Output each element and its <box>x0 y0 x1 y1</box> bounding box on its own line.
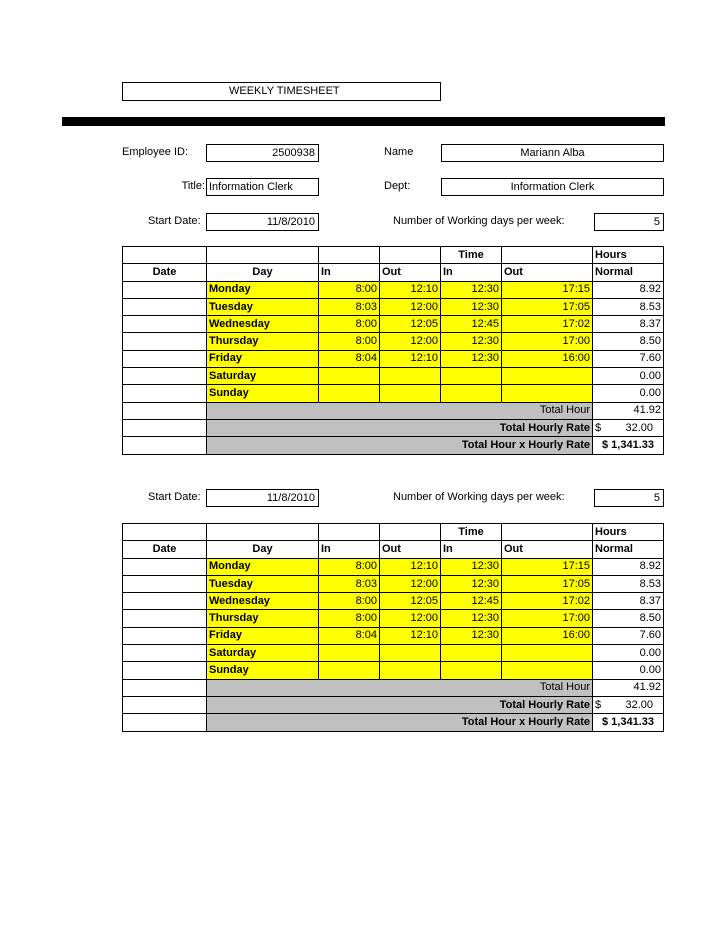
hours-cell: 8.50 <box>593 333 664 350</box>
total-hourly-rate-label: Total Hourly Rate <box>207 696 593 713</box>
date-cell[interactable] <box>123 333 207 350</box>
time-out-cell[interactable]: 17:15 <box>502 558 593 575</box>
time-in-cell[interactable]: 8:00 <box>319 610 380 627</box>
day-header: Day <box>207 541 319 558</box>
time-out-cell[interactable]: 17:05 <box>502 575 593 592</box>
employee-id-label: Employee ID: <box>122 146 189 158</box>
table-row <box>123 385 664 402</box>
time-in-cell[interactable]: 12:30 <box>441 610 502 627</box>
out-header: Out <box>380 264 441 281</box>
time-out-cell[interactable]: 12:10 <box>380 350 441 367</box>
day-cell: Friday <box>207 350 319 367</box>
header-cell <box>502 524 593 541</box>
time-in-cell[interactable]: 12:45 <box>441 316 502 333</box>
day-cell: Wednesday <box>207 316 319 333</box>
in-header: In <box>441 541 502 558</box>
hours-cell: 0.00 <box>593 368 664 385</box>
time-in-cell[interactable]: 8:00 <box>319 333 380 350</box>
time-in-cell[interactable]: 12:30 <box>441 627 502 644</box>
header-cell <box>207 247 319 264</box>
time-out-cell[interactable]: 17:00 <box>502 333 593 350</box>
total-hour-label: Total Hour <box>207 679 593 696</box>
total-amount-value: $ 1,341.33 <box>593 437 664 454</box>
in-header: In <box>441 264 502 281</box>
date-cell[interactable] <box>123 316 207 333</box>
time-out-cell[interactable]: 17:00 <box>502 610 593 627</box>
total-hour-value: 41.92 <box>593 402 664 419</box>
date-cell[interactable] <box>123 298 207 315</box>
day-cell: Sunday <box>207 385 319 402</box>
day-cell: Thursday <box>207 610 319 627</box>
date-cell[interactable] <box>123 281 207 298</box>
total-hour-value: 41.92 <box>593 679 664 696</box>
normal-header: Normal <box>593 264 664 281</box>
day-cell: Tuesday <box>207 575 319 592</box>
time-in-cell[interactable]: 12:30 <box>441 558 502 575</box>
in-header: In <box>319 264 380 281</box>
time-out-cell[interactable]: 12:05 <box>380 316 441 333</box>
time-in-cell[interactable]: 8:04 <box>319 350 380 367</box>
time-out-cell[interactable]: 12:00 <box>380 610 441 627</box>
hours-cell: 0.00 <box>593 662 664 679</box>
date-cell <box>123 696 207 713</box>
hours-cell: 7.60 <box>593 627 664 644</box>
header-cell <box>123 247 207 264</box>
table-row <box>123 333 664 350</box>
time-out-cell[interactable] <box>380 645 441 662</box>
time-in-cell[interactable] <box>441 368 502 385</box>
time-in-cell[interactable]: 8:04 <box>319 627 380 644</box>
dept-label: Dept: <box>384 180 411 192</box>
time-out-cell[interactable]: 17:15 <box>502 281 593 298</box>
summary-row <box>123 714 664 731</box>
time-in-cell[interactable] <box>319 368 380 385</box>
hours-cell: 8.92 <box>593 281 664 298</box>
table-row <box>123 558 664 575</box>
date-cell[interactable] <box>123 593 207 610</box>
day-cell: Wednesday <box>207 593 319 610</box>
time-out-cell[interactable]: 17:02 <box>502 316 593 333</box>
table-row <box>123 316 664 333</box>
hourly-rate-value: 32.00 <box>625 698 653 711</box>
date-cell[interactable] <box>123 662 207 679</box>
working-days-label: Number of Working days per week: <box>393 215 565 227</box>
out-header: Out <box>380 541 441 558</box>
date-header: Date <box>123 264 207 281</box>
summary-row <box>123 679 664 696</box>
header-cell <box>123 524 207 541</box>
hours-cell: 0.00 <box>593 385 664 402</box>
time-header: Time <box>441 247 502 264</box>
time-out-cell[interactable] <box>502 385 593 402</box>
hours-cell: 8.50 <box>593 610 664 627</box>
time-out-cell[interactable]: 16:00 <box>502 350 593 367</box>
in-header: In <box>319 541 380 558</box>
date-cell[interactable] <box>123 558 207 575</box>
header-cell <box>319 524 380 541</box>
time-in-cell[interactable] <box>441 645 502 662</box>
day-cell: Sunday <box>207 662 319 679</box>
hourly-rate-cell[interactable] <box>593 696 664 713</box>
header-cell <box>319 247 380 264</box>
start-date-field[interactable]: 11/8/2010 <box>206 489 319 507</box>
hours-cell: 8.92 <box>593 558 664 575</box>
time-out-cell[interactable]: 12:00 <box>380 333 441 350</box>
total-amount-value: $ 1,341.33 <box>593 714 664 731</box>
time-in-cell[interactable]: 12:30 <box>441 350 502 367</box>
hours-header: Hours <box>593 524 664 541</box>
day-cell: Friday <box>207 627 319 644</box>
date-cell[interactable] <box>123 645 207 662</box>
summary-row <box>123 437 664 454</box>
date-header: Date <box>123 541 207 558</box>
start-date-label: Start Date: <box>148 491 201 503</box>
employee-id-field[interactable]: 2500938 <box>206 144 319 162</box>
day-cell: Saturday <box>207 368 319 385</box>
day-cell: Tuesday <box>207 298 319 315</box>
date-cell[interactable] <box>123 368 207 385</box>
header-divider <box>62 117 665 126</box>
time-out-cell[interactable]: 12:10 <box>380 558 441 575</box>
time-in-cell[interactable]: 12:30 <box>441 281 502 298</box>
timesheet-title: WEEKLY TIMESHEET <box>122 82 441 101</box>
date-cell <box>123 402 207 419</box>
table-row <box>123 662 664 679</box>
hours-header: Hours <box>593 247 664 264</box>
time-out-cell[interactable]: 12:00 <box>380 298 441 315</box>
date-cell[interactable] <box>123 627 207 644</box>
table-row <box>123 593 664 610</box>
time-out-cell[interactable]: 17:02 <box>502 593 593 610</box>
table-row <box>123 627 664 644</box>
out-header: Out <box>502 264 593 281</box>
time-in-cell[interactable]: 12:30 <box>441 333 502 350</box>
header-cell <box>380 247 441 264</box>
header-cell <box>502 247 593 264</box>
time-in-cell[interactable]: 8:00 <box>319 558 380 575</box>
time-in-cell[interactable] <box>441 662 502 679</box>
time-in-cell[interactable]: 8:00 <box>319 316 380 333</box>
hours-cell: 8.53 <box>593 575 664 592</box>
total-hour-label: Total Hour <box>207 402 593 419</box>
time-in-cell[interactable] <box>319 645 380 662</box>
hours-cell: 8.37 <box>593 593 664 610</box>
day-cell: Monday <box>207 281 319 298</box>
day-cell: Thursday <box>207 333 319 350</box>
date-cell <box>123 714 207 731</box>
date-cell[interactable] <box>123 610 207 627</box>
time-header: Time <box>441 524 502 541</box>
time-in-cell[interactable]: 12:30 <box>441 575 502 592</box>
day-header: Day <box>207 264 319 281</box>
time-out-cell[interactable] <box>380 662 441 679</box>
time-in-cell[interactable] <box>319 662 380 679</box>
summary-row <box>123 419 664 436</box>
time-out-cell[interactable]: 12:00 <box>380 575 441 592</box>
currency-symbol: $ <box>595 698 602 711</box>
hours-cell: 8.53 <box>593 298 664 315</box>
date-cell[interactable] <box>123 385 207 402</box>
table-row <box>123 350 664 367</box>
timesheet-table <box>122 523 664 732</box>
hourly-rate-cell[interactable] <box>593 419 664 436</box>
working-days-label: Number of Working days per week: <box>393 491 565 503</box>
time-out-cell[interactable] <box>502 662 593 679</box>
time-out-cell[interactable]: 12:10 <box>380 281 441 298</box>
time-out-cell[interactable]: 12:10 <box>380 627 441 644</box>
date-cell <box>123 679 207 696</box>
hourly-rate-value: 32.00 <box>625 421 653 434</box>
table-row <box>123 645 664 662</box>
name-label: Name <box>384 146 414 158</box>
name-field[interactable]: Mariann Alba <box>441 144 664 162</box>
day-cell: Monday <box>207 558 319 575</box>
dept-field[interactable]: Information Clerk <box>441 178 664 196</box>
time-in-cell[interactable]: 8:03 <box>319 298 380 315</box>
summary-row <box>123 696 664 713</box>
table-row <box>123 281 664 298</box>
date-cell <box>123 419 207 436</box>
table-row <box>123 368 664 385</box>
table-row <box>123 610 664 627</box>
time-out-cell[interactable]: 12:05 <box>380 593 441 610</box>
date-cell[interactable] <box>123 575 207 592</box>
start-date-field[interactable]: 11/8/2010 <box>206 213 319 231</box>
time-in-cell[interactable]: 8:00 <box>319 281 380 298</box>
summary-row <box>123 402 664 419</box>
table-row <box>123 298 664 315</box>
working-days-field[interactable]: 5 <box>594 213 664 231</box>
time-out-cell[interactable] <box>502 645 593 662</box>
time-in-cell[interactable]: 12:45 <box>441 593 502 610</box>
day-cell: Saturday <box>207 645 319 662</box>
start-date-label: Start Date: <box>148 215 201 227</box>
header-cell <box>207 524 319 541</box>
time-in-cell[interactable]: 12:30 <box>441 298 502 315</box>
title-label: Title: <box>181 180 205 192</box>
hours-cell: 7.60 <box>593 350 664 367</box>
header-cell <box>380 524 441 541</box>
currency-symbol: $ <box>595 421 602 434</box>
timesheet-table <box>122 246 664 455</box>
time-in-cell[interactable] <box>319 385 380 402</box>
working-days-field[interactable]: 5 <box>594 489 664 507</box>
date-cell[interactable] <box>123 350 207 367</box>
time-out-cell[interactable] <box>380 368 441 385</box>
time-in-cell[interactable]: 8:03 <box>319 575 380 592</box>
time-out-cell[interactable]: 16:00 <box>502 627 593 644</box>
time-out-cell[interactable]: 17:05 <box>502 298 593 315</box>
total-amount-label: Total Hour x Hourly Rate <box>207 437 593 454</box>
date-cell <box>123 437 207 454</box>
table-row <box>123 575 664 592</box>
time-out-cell[interactable] <box>502 368 593 385</box>
normal-header: Normal <box>593 541 664 558</box>
hours-cell: 8.37 <box>593 316 664 333</box>
time-in-cell[interactable] <box>441 385 502 402</box>
out-header: Out <box>502 541 593 558</box>
hours-cell: 0.00 <box>593 645 664 662</box>
total-amount-label: Total Hour x Hourly Rate <box>207 714 593 731</box>
total-hourly-rate-label: Total Hourly Rate <box>207 419 593 436</box>
time-out-cell[interactable] <box>380 385 441 402</box>
title-field[interactable]: Information Clerk <box>206 178 319 196</box>
time-in-cell[interactable]: 8:00 <box>319 593 380 610</box>
